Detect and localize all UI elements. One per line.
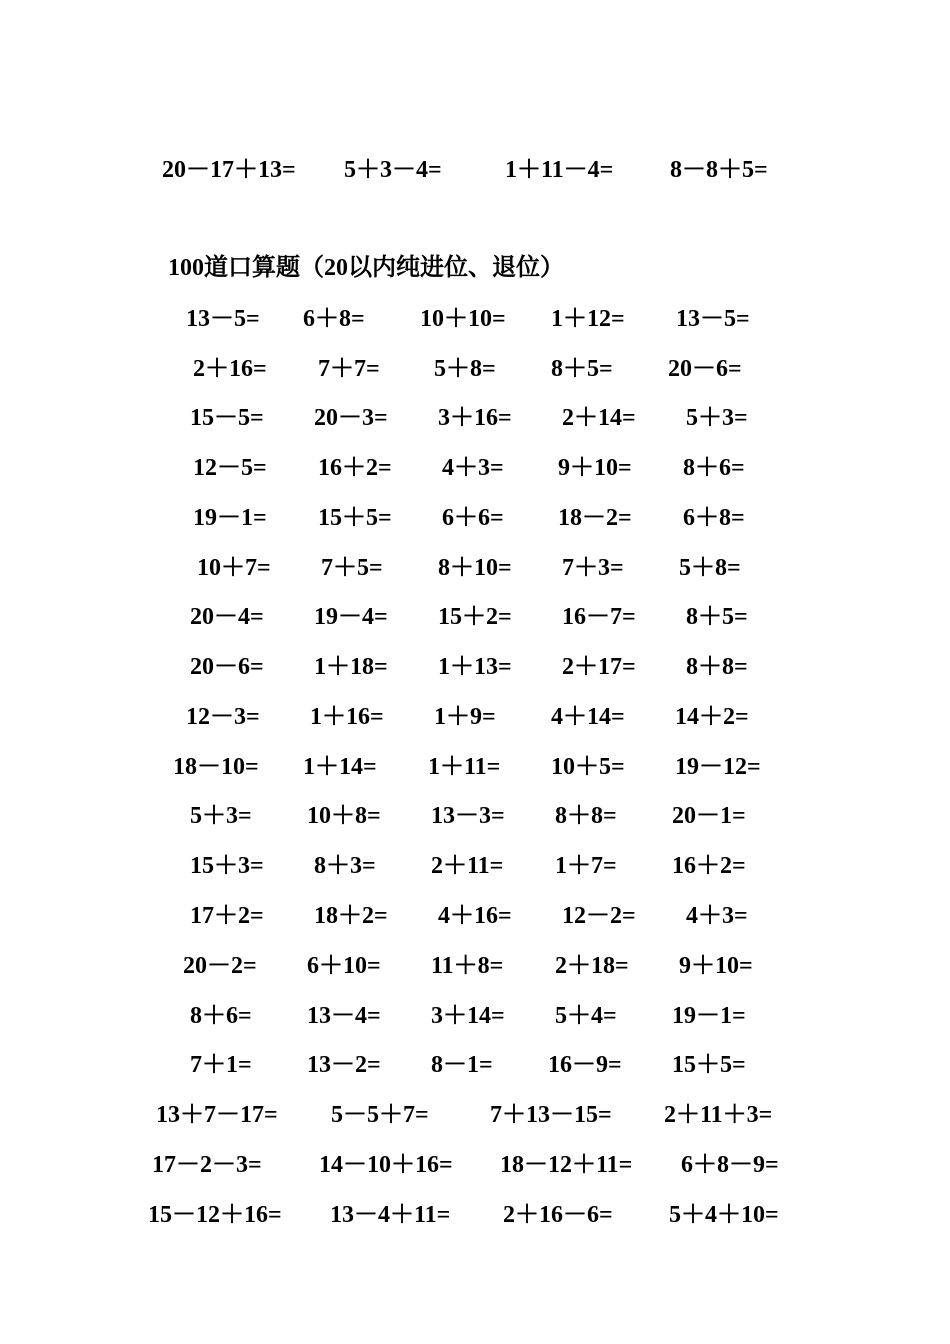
problem: 6＋6= bbox=[442, 505, 504, 531]
problem: 4＋3= bbox=[442, 455, 504, 481]
problem-row bbox=[0, 349, 950, 389]
mixed-problem-row bbox=[0, 1195, 950, 1235]
problem: 15＋5= bbox=[318, 505, 392, 531]
problem: 7＋1= bbox=[190, 1052, 252, 1078]
problem: 4＋14= bbox=[551, 704, 625, 730]
problem-row bbox=[0, 946, 950, 986]
problem: 18－2= bbox=[558, 505, 632, 531]
problem: 5＋4= bbox=[555, 1003, 617, 1029]
problem: 9＋10= bbox=[558, 455, 632, 481]
problem: 1＋12= bbox=[551, 306, 625, 332]
problem: 18＋2= bbox=[314, 903, 388, 929]
problem-row bbox=[0, 448, 950, 488]
problem-row bbox=[0, 747, 950, 787]
problem: 17－2－3= bbox=[152, 1152, 262, 1178]
problem: 2＋14= bbox=[562, 405, 636, 431]
problem-row bbox=[0, 896, 950, 936]
problem: 15＋2= bbox=[438, 604, 512, 630]
problem: 3＋14= bbox=[431, 1003, 505, 1029]
problem: 18－12＋11= bbox=[500, 1152, 633, 1178]
problem: 15＋3= bbox=[190, 853, 264, 879]
problem: 11＋8= bbox=[431, 953, 504, 979]
problem: 8＋8= bbox=[686, 654, 748, 680]
problem: 12－5= bbox=[193, 455, 267, 481]
problem: 7＋3= bbox=[562, 555, 624, 581]
problem: 2＋16－6= bbox=[503, 1202, 613, 1228]
problem: 20－17＋13= bbox=[162, 157, 296, 183]
problem: 8＋5= bbox=[686, 604, 748, 630]
problem: 8－8＋5= bbox=[670, 157, 768, 183]
intro-problem-row bbox=[0, 150, 950, 190]
problem: 19－1= bbox=[672, 1003, 746, 1029]
problem-row bbox=[0, 398, 950, 438]
problem: 13－3= bbox=[431, 803, 505, 829]
problem: 15＋5= bbox=[672, 1052, 746, 1078]
problem: 16－9= bbox=[548, 1052, 622, 1078]
problem: 20－3= bbox=[314, 405, 388, 431]
problem: 13＋7－17= bbox=[156, 1102, 278, 1128]
problem: 1＋13= bbox=[438, 654, 512, 680]
problem: 15－5= bbox=[190, 405, 264, 431]
problem: 20－2= bbox=[183, 953, 257, 979]
problem: 1＋7= bbox=[555, 853, 617, 879]
problem: 16＋2= bbox=[318, 455, 392, 481]
problem: 14＋2= bbox=[675, 704, 749, 730]
problem: 20－6= bbox=[668, 356, 742, 382]
problem: 2＋11＋3= bbox=[664, 1102, 773, 1128]
problem: 5＋8= bbox=[679, 555, 741, 581]
problem: 5＋3= bbox=[686, 405, 748, 431]
problem: 8＋6= bbox=[683, 455, 745, 481]
problem: 13－5= bbox=[186, 306, 260, 332]
problem: 10＋7= bbox=[197, 555, 271, 581]
problem: 5＋8= bbox=[434, 356, 496, 382]
problem: 7＋13－15= bbox=[490, 1102, 612, 1128]
problem: 1＋9= bbox=[434, 704, 496, 730]
problem: 5＋3= bbox=[190, 803, 252, 829]
problem: 10＋5= bbox=[551, 754, 625, 780]
problem: 2＋17= bbox=[562, 654, 636, 680]
problem: 8－1= bbox=[431, 1052, 493, 1078]
problem-row bbox=[0, 846, 950, 886]
problem: 4＋3= bbox=[686, 903, 748, 929]
problem: 2＋11= bbox=[431, 853, 504, 879]
problem: 19－1= bbox=[193, 505, 267, 531]
problem: 5－5＋7= bbox=[331, 1102, 429, 1128]
problem: 2＋18= bbox=[555, 953, 629, 979]
problem: 10＋10= bbox=[420, 306, 506, 332]
problem-row bbox=[0, 299, 950, 339]
problem: 8＋10= bbox=[438, 555, 512, 581]
problem: 20－1= bbox=[672, 803, 746, 829]
problem: 5＋3－4= bbox=[344, 157, 442, 183]
problem: 7＋5= bbox=[321, 555, 383, 581]
problem: 12－2= bbox=[562, 903, 636, 929]
problem-row bbox=[0, 548, 950, 588]
problem-row bbox=[0, 498, 950, 538]
problem-row bbox=[0, 647, 950, 687]
problem: 1＋16= bbox=[310, 704, 384, 730]
problem: 18－10= bbox=[173, 754, 259, 780]
problem: 13－4＋11= bbox=[330, 1202, 451, 1228]
problem: 1＋11= bbox=[428, 754, 501, 780]
problem: 8＋5= bbox=[551, 356, 613, 382]
problem: 1＋14= bbox=[303, 754, 377, 780]
problem: 9＋10= bbox=[679, 953, 753, 979]
problem: 15－12＋16= bbox=[148, 1202, 282, 1228]
mixed-problem-row bbox=[0, 1095, 950, 1135]
problem: 14－10＋16= bbox=[319, 1152, 453, 1178]
problem: 2＋16= bbox=[193, 356, 267, 382]
problem: 8＋8= bbox=[555, 803, 617, 829]
problem: 19－12= bbox=[675, 754, 761, 780]
problem: 17＋2= bbox=[190, 903, 264, 929]
problem-row bbox=[0, 796, 950, 836]
problem: 3＋16= bbox=[438, 405, 512, 431]
problem: 4＋16= bbox=[438, 903, 512, 929]
worksheet-title: 100道口算题（20以内纯进位、退位） bbox=[168, 255, 564, 281]
problem: 12－3= bbox=[186, 704, 260, 730]
problem: 6＋8= bbox=[683, 505, 745, 531]
problem: 20－6= bbox=[190, 654, 264, 680]
problem-row bbox=[0, 996, 950, 1036]
problem: 19－4= bbox=[314, 604, 388, 630]
problem: 6＋8－9= bbox=[681, 1152, 779, 1178]
problem: 8＋6= bbox=[190, 1003, 252, 1029]
problem: 6＋10= bbox=[307, 953, 381, 979]
problem-row bbox=[0, 697, 950, 737]
problem: 6＋8= bbox=[303, 306, 365, 332]
problem: 13－2= bbox=[307, 1052, 381, 1078]
problem: 7＋7= bbox=[318, 356, 380, 382]
problem: 1＋11－4= bbox=[505, 157, 614, 183]
problem-row bbox=[0, 597, 950, 637]
problem: 13－4= bbox=[307, 1003, 381, 1029]
problem: 8＋3= bbox=[314, 853, 376, 879]
problem: 20－4= bbox=[190, 604, 264, 630]
mixed-problem-row bbox=[0, 1145, 950, 1185]
problem: 16＋2= bbox=[672, 853, 746, 879]
problem: 1＋18= bbox=[314, 654, 388, 680]
problem: 5＋4＋10= bbox=[669, 1202, 779, 1228]
problem: 10＋8= bbox=[307, 803, 381, 829]
problem-row bbox=[0, 1045, 950, 1085]
problem: 13－5= bbox=[676, 306, 750, 332]
problem: 16－7= bbox=[562, 604, 636, 630]
